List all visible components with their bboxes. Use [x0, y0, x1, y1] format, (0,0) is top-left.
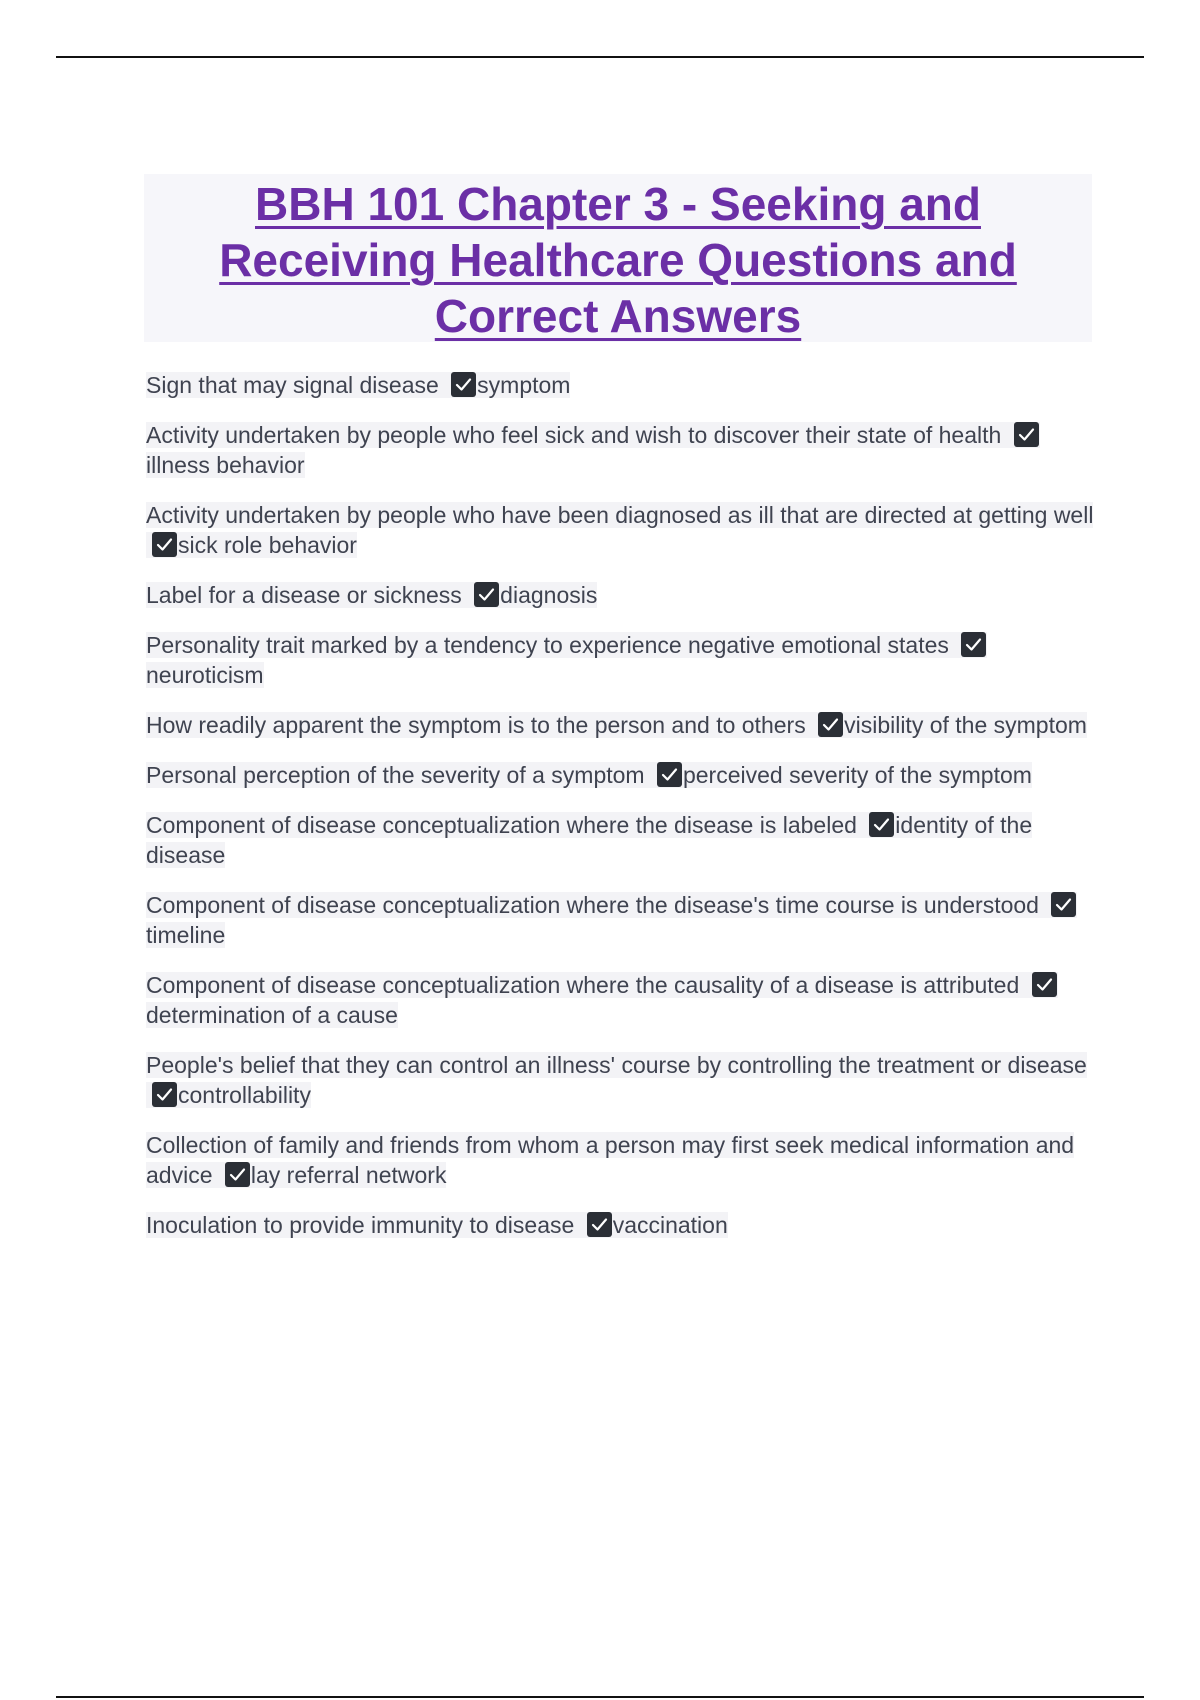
answer-text: identity of the disease	[146, 812, 1033, 868]
page-title: BBH 101 Chapter 3 - Seeking and Receiving Healthcare Questions and Correct Answers	[219, 178, 1017, 342]
answer-text: vaccination	[612, 1212, 728, 1238]
answer-text: determination of a cause	[146, 1002, 398, 1028]
answer-text: visibility of the symptom	[844, 712, 1087, 738]
qa-item	[146, 970, 1096, 1030]
check-box-icon	[225, 1162, 250, 1187]
answer-text: timeline	[146, 922, 226, 948]
check-box-icon	[451, 372, 476, 397]
check-box-icon	[152, 532, 177, 557]
qa-item	[146, 420, 1096, 480]
answer-text: illness behavior	[146, 452, 305, 478]
qa-item	[146, 1210, 1096, 1240]
title-banner	[144, 174, 1092, 342]
check-box-icon	[818, 712, 843, 737]
check-box-icon	[587, 1212, 612, 1237]
answer-text: diagnosis	[500, 582, 598, 608]
question-text: People's belief that they can control an illness' course by controlling the treatment or disease	[146, 1052, 1087, 1078]
check-box-icon	[657, 762, 682, 787]
question-text: How readily apparent the symptom is to the person and to others	[146, 712, 806, 738]
check-box-icon	[474, 582, 499, 607]
answer-text: controllability	[178, 1082, 311, 1108]
bottom-rule	[56, 1696, 1144, 1698]
question-text: Activity undertaken by people who have been diagnosed as ill that are directed at getting well	[146, 502, 1094, 528]
answer-text: neuroticism	[146, 662, 264, 688]
qa-item	[146, 710, 1096, 740]
question-text: Personal perception of the severity of a symptom	[146, 762, 645, 788]
qa-list	[146, 370, 1096, 1260]
qa-item	[146, 1130, 1096, 1190]
question-text: Label for a disease or sickness	[146, 582, 462, 608]
qa-item	[146, 630, 1096, 690]
qa-item	[146, 1050, 1096, 1110]
check-box-icon	[152, 1082, 177, 1107]
answer-text: perceived severity of the symptom	[682, 762, 1032, 788]
qa-item	[146, 370, 1096, 400]
question-text: Component of disease conceptualization where the disease's time course is understood	[146, 892, 1039, 918]
qa-item	[146, 810, 1096, 870]
check-box-icon	[961, 632, 986, 657]
question-text: Component of disease conceptualization where the causality of a disease is attributed	[146, 972, 1020, 998]
qa-item	[146, 500, 1096, 560]
question-text: Activity undertaken by people who feel sick and wish to discover their state of health	[146, 422, 1002, 448]
check-box-icon	[1014, 422, 1039, 447]
answer-text: sick role behavior	[178, 532, 357, 558]
check-box-icon	[1051, 892, 1076, 917]
qa-item	[146, 760, 1096, 790]
check-box-icon	[1032, 972, 1057, 997]
answer-text: symptom	[477, 372, 571, 398]
question-text: Sign that may signal disease	[146, 372, 439, 398]
top-rule	[56, 56, 1144, 58]
qa-item	[146, 580, 1096, 610]
question-text: Component of disease conceptualization where the disease is labeled	[146, 812, 857, 838]
question-text: Inoculation to provide immunity to disease	[146, 1212, 575, 1238]
check-box-icon	[869, 812, 894, 837]
qa-item	[146, 890, 1096, 950]
question-text: Collection of family and friends from whom a person may first seek medical information and advice	[146, 1132, 1075, 1188]
answer-text: lay referral network	[250, 1162, 447, 1188]
question-text: Personality trait marked by a tendency to experience negative emotional states	[146, 632, 949, 658]
